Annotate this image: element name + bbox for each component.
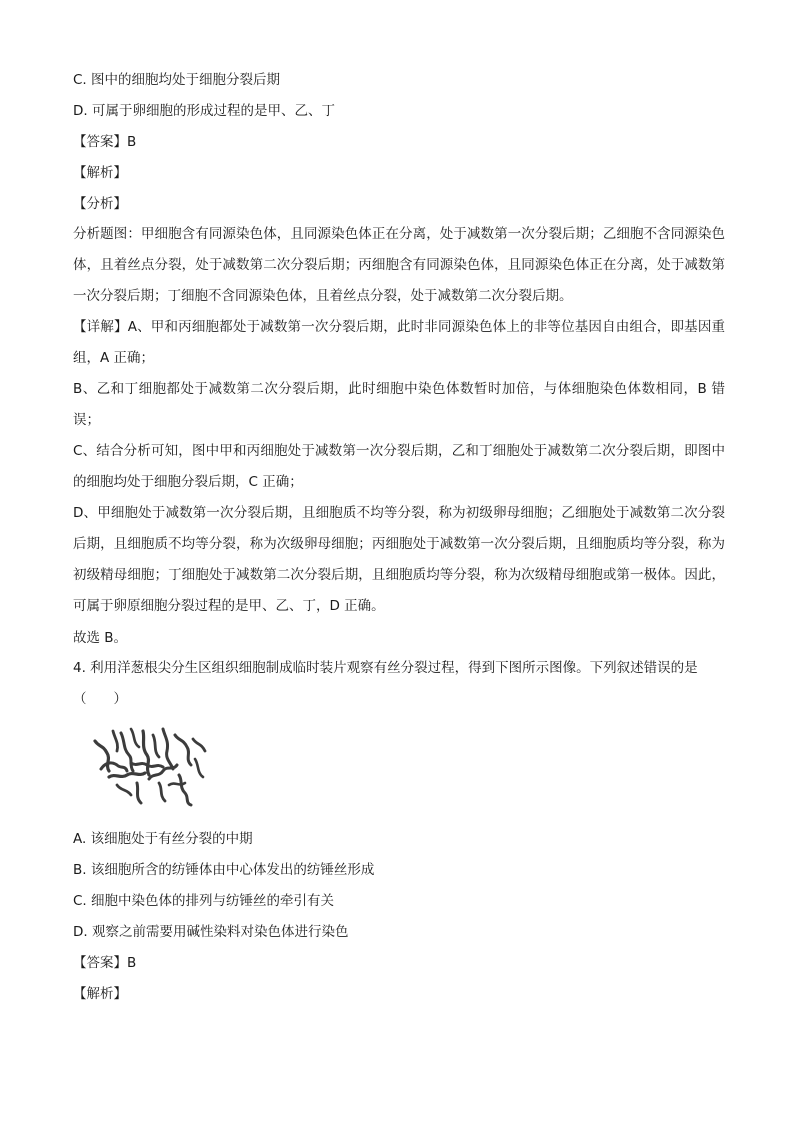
q3-conclusion: 故选 B。 xyxy=(73,629,128,646)
document-page xyxy=(73,64,725,1009)
q4-analysis-label: 【解析】 xyxy=(73,985,127,1002)
q3-detail-a: 【详解】A、甲和丙细胞都处于减数第一次分裂后期，此时非同源染色体上的非等位基因自由组合，即基因重组，A 正确； xyxy=(73,319,725,366)
q3-answer: 【答案】B xyxy=(73,133,137,150)
q4-stem xyxy=(73,653,725,715)
q3-detail-b: B、乙和丁细胞都处于减数第二次分裂后期，此时细胞中染色体数暂时加倍，与体细胞染色体数相同，B 错误； xyxy=(73,381,725,428)
q4-answer: 【答案】B xyxy=(73,954,137,971)
q3-detail-d: D、甲细胞处于减数第一次分裂后期，且细胞质不均等分裂，称为初级卵母细胞；乙细胞处于减数第二次分裂后期，且细胞质不均等分裂，称为次级卵母细胞；丙细胞处于减数第一次分裂后期，且细胞质均等分裂，称为初级精母细胞；丁细胞处于减数第二次分裂后期，且细胞质均等分裂，称为次级精母细胞或第一极体。因此，可属于卵原细胞分裂过程的是甲、乙、丁，D 正确。 xyxy=(73,505,725,614)
q4-option-a: A. 该细胞处于有丝分裂的中期 xyxy=(73,830,253,847)
q3-option-d: D. 可属于卵细胞的形成过程的是甲、乙、丁 xyxy=(73,102,335,119)
q3-fenxi-text: 分析题图：甲细胞含有同源染色体，且同源染色体正在分离，处于减数第一次分裂后期；乙细胞不含同源染色体，且着丝点分裂，处于减数第二次分裂后期；丙细胞含有同源染色体，且同源染色体正在分离，处于减数第一次分裂后期；丁细胞不含同源染色体，且着丝点分裂，处于减数第二次分裂后期。 xyxy=(73,226,725,304)
chromosome-drawing xyxy=(87,725,215,809)
chromosome-micrograph xyxy=(87,725,215,809)
q4-option-b: B. 该细胞所含的纺锤体由中心体发出的纺锤丝形成 xyxy=(73,861,375,878)
q4-option-d: D. 观察之前需要用碱性染料对染色体进行染色 xyxy=(73,923,349,940)
q4-stem-line2: （ ） xyxy=(73,691,127,707)
q3-detail-c: C、结合分析可知，图中甲和丙细胞处于减数第一次分裂后期，乙和丁细胞处于减数第二次分裂后期，即图中的细胞均处于细胞分裂后期，C 正确； xyxy=(73,443,725,490)
q3-analysis-label: 【解析】 xyxy=(73,164,127,181)
q4-stem-line1: 4. 利用洋葱根尖分生区组织细胞制成临时装片观察有丝分裂过程，得到下图所示图像。下列叙述错误的是 xyxy=(73,660,698,676)
q3-fenxi-label: 【分析】 xyxy=(73,195,127,212)
q4-option-c: C. 细胞中染色体的排列与纺锤丝的牵引有关 xyxy=(73,892,335,909)
q3-option-c: C. 图中的细胞均处于细胞分裂后期 xyxy=(73,71,281,88)
